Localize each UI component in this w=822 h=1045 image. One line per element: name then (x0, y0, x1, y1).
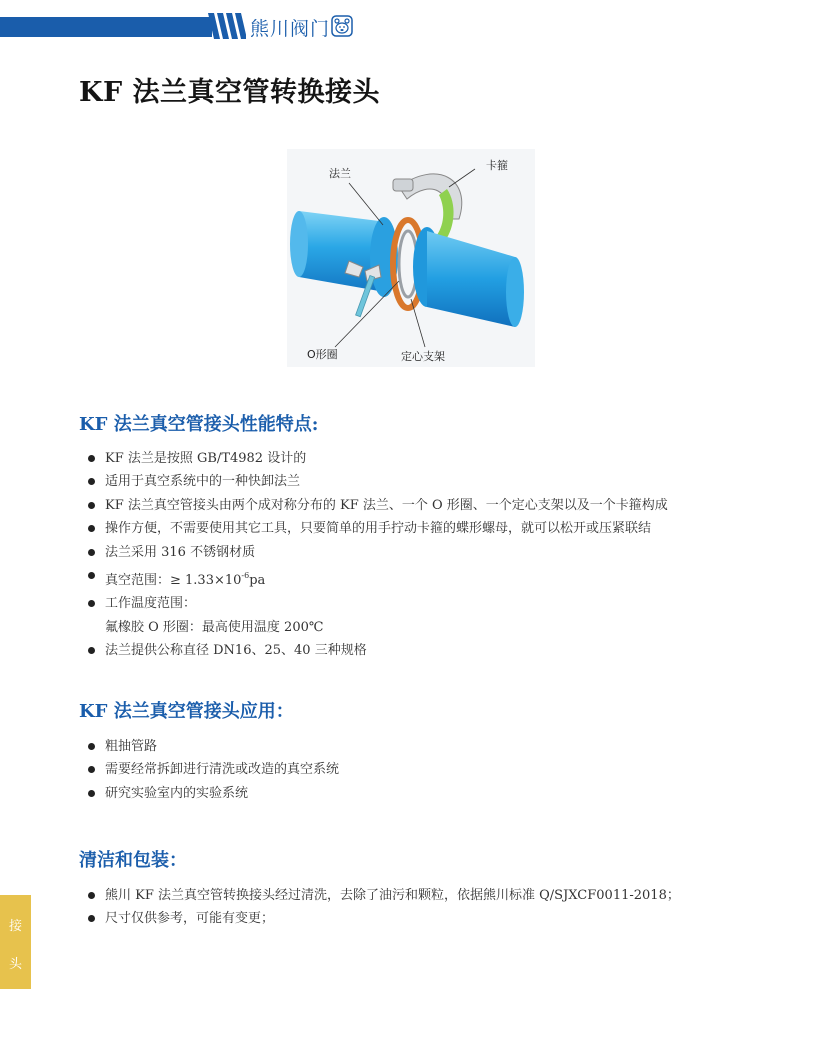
list-item: 需要经常拆卸进行清洗或改造的真空系统 (88, 758, 339, 781)
list-item: 熊川 KF 法兰真空管转换接头经过清洗，去除了油污和颗粒，依据熊川标准 Q/SJXCF0011-2018； (88, 884, 680, 907)
list-item: 尺寸仅供参考，可能有变更； (88, 907, 680, 930)
vacuum-exponent: -6 (241, 571, 250, 581)
vacuum-unit: pa (249, 573, 266, 589)
list-item: 粗抽管路 (88, 735, 339, 758)
label-centering-ring: 定心支架 (401, 350, 445, 363)
list-item: 适用于真空系统中的一种快卸法兰 (88, 470, 668, 493)
list-item: 法兰提供公称直径 DN16、25、40 三种规格 (88, 639, 668, 662)
page-title: KF 法兰真空管转换接头 (79, 77, 381, 108)
applications-heading: KF 法兰真空管接头应用： (79, 701, 294, 722)
cleaning-list (88, 884, 680, 931)
kf-flange-diagram (287, 149, 535, 367)
applications-list (88, 735, 339, 805)
list-item-vacuum (88, 564, 668, 592)
side-category-tab (0, 895, 31, 989)
list-item: 工作温度范围： (88, 592, 668, 615)
header-color-bar (0, 17, 212, 37)
header-slash-decoration (206, 13, 246, 39)
side-tab-char: 接 (8, 919, 22, 934)
features-heading: KF 法兰真空管接头性能特点: (79, 414, 319, 435)
list-item: 法兰采用 316 不锈钢材质 (88, 541, 668, 564)
list-item: 研究实验室内的实验系统 (88, 782, 339, 805)
header-brand: 熊川阀门 (250, 18, 331, 40)
list-item: 操作方便，不需要使用其它工具，只要简单的用手拧动卡箍的蝶形螺母，就可以松开或压紧联结 (88, 517, 668, 540)
temperature-detail: 氟橡胶 O 形圈：最高使用温度 200℃ (105, 619, 324, 635)
label-clamp: 卡箍 (486, 159, 508, 172)
cleaning-heading: 清洁和包装： (79, 850, 187, 871)
vacuum-range-text: 真空范围：≥ 1.33×10 (105, 573, 242, 589)
kf-flange-illustration (287, 149, 535, 367)
label-o-ring: O形圈 (307, 348, 338, 361)
list-item: KF 法兰真空管接头由两个成对称分布的 KF 法兰、一个 O 形圈、一个定心支架以及一个卡箍构成 (88, 494, 668, 517)
list-item: KF 法兰是按照 GB/T4982 设计的 (88, 447, 668, 470)
side-tab-char: 头 (8, 957, 22, 972)
label-flange: 法兰 (329, 167, 351, 180)
bear-logo-icon (331, 15, 353, 37)
features-list (88, 447, 668, 663)
